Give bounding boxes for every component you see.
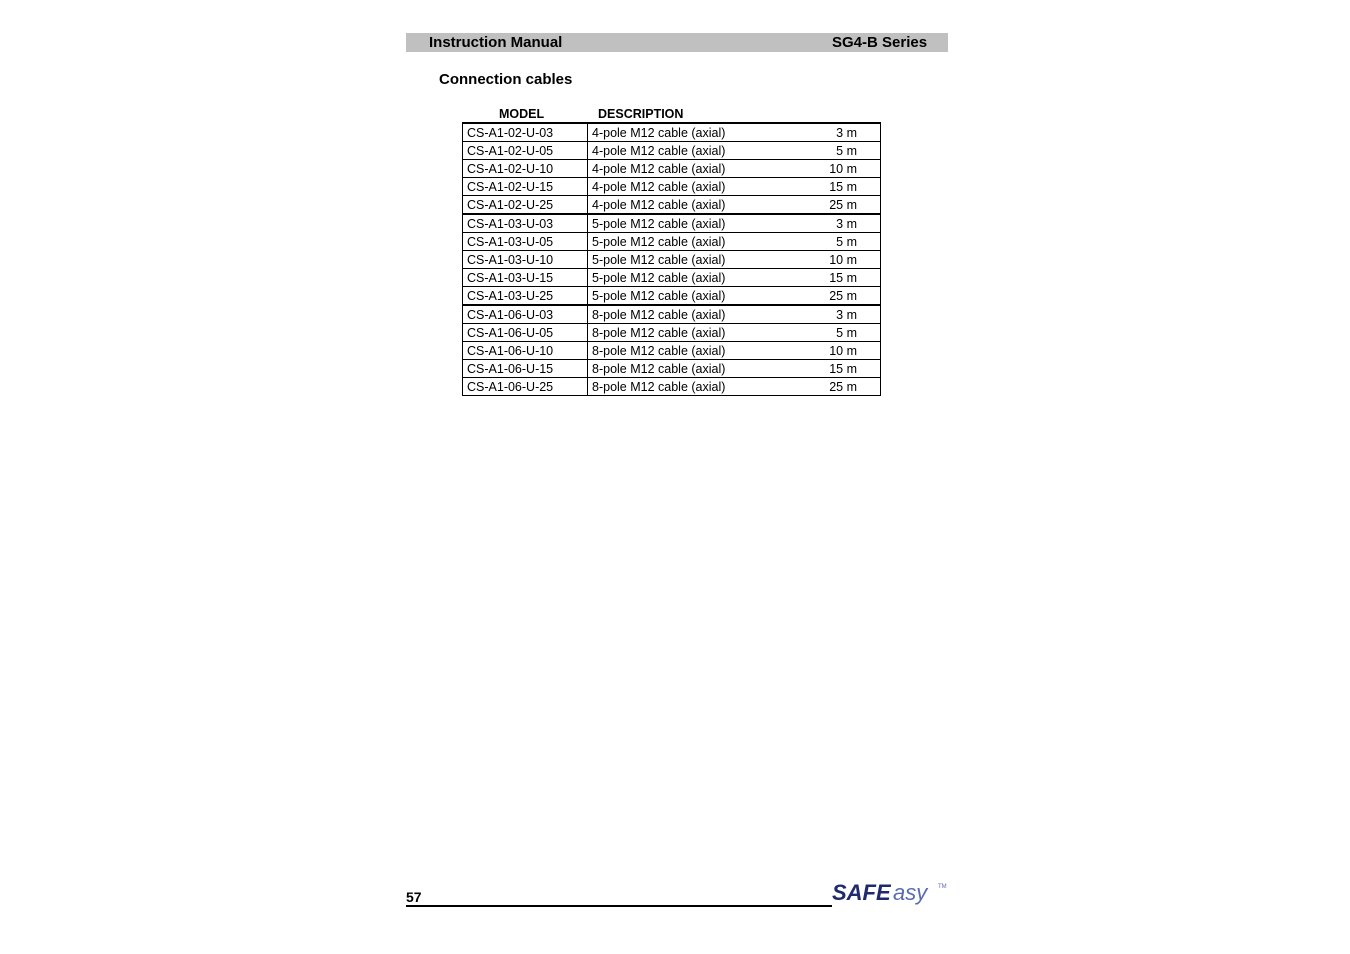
- description-cell: [588, 324, 881, 342]
- model-cell: CS-A1-02-U-05: [463, 142, 588, 160]
- table-row: [463, 160, 881, 178]
- description-cell: [588, 305, 881, 324]
- description-text: 5-pole M12 cable (axial): [592, 270, 726, 285]
- description-text: 4-pole M12 cable (axial): [592, 125, 726, 140]
- description-text: 5-pole M12 cable (axial): [592, 288, 726, 303]
- length-text: 5 m: [836, 143, 857, 158]
- page-number: 57: [406, 889, 422, 905]
- length-text: 15 m: [829, 179, 857, 194]
- length-text: 5 m: [836, 325, 857, 340]
- footer-rule: [406, 905, 832, 907]
- table-row: [463, 360, 881, 378]
- column-header-description: DESCRIPTION: [598, 107, 684, 121]
- model-cell: CS-A1-02-U-25: [463, 196, 588, 215]
- description-cell: [588, 142, 881, 160]
- description-cell: [588, 214, 881, 233]
- table-row: [463, 196, 881, 215]
- description-cell: [588, 196, 881, 215]
- model-cell: CS-A1-03-U-25: [463, 287, 588, 306]
- table-row: [463, 378, 881, 396]
- section-title: Connection cables: [439, 71, 573, 88]
- logo-tm-text: TM: [938, 884, 947, 890]
- table-row: [463, 142, 881, 160]
- description-cell: [588, 342, 881, 360]
- cables-table: [462, 122, 881, 396]
- length-text: 25 m: [829, 379, 857, 394]
- length-text: 10 m: [829, 161, 857, 176]
- length-text: 3 m: [836, 307, 857, 322]
- description-cell: [588, 269, 881, 287]
- header-series: SG4-B Series: [832, 34, 928, 51]
- model-cell: CS-A1-06-U-15: [463, 360, 588, 378]
- description-text: 4-pole M12 cable (axial): [592, 179, 726, 194]
- length-text: 10 m: [829, 343, 857, 358]
- table-row: [463, 324, 881, 342]
- description-text: 8-pole M12 cable (axial): [592, 343, 726, 358]
- column-header-model: MODEL: [499, 107, 545, 121]
- header-title: Instruction Manual: [429, 34, 563, 51]
- model-cell: CS-A1-06-U-05: [463, 324, 588, 342]
- description-text: 8-pole M12 cable (axial): [592, 361, 726, 376]
- description-text: 4-pole M12 cable (axial): [592, 161, 726, 176]
- model-cell: CS-A1-03-U-05: [463, 233, 588, 251]
- safeasy-logo: [832, 878, 950, 908]
- description-text: 4-pole M12 cable (axial): [592, 143, 726, 158]
- table-row: [463, 342, 881, 360]
- table-row: [463, 251, 881, 269]
- length-text: 5 m: [836, 234, 857, 249]
- length-text: 25 m: [829, 197, 857, 212]
- description-text: 4-pole M12 cable (axial): [592, 197, 726, 212]
- description-text: 5-pole M12 cable (axial): [592, 216, 726, 231]
- description-text: 8-pole M12 cable (axial): [592, 307, 726, 322]
- description-cell: [588, 178, 881, 196]
- description-text: 5-pole M12 cable (axial): [592, 234, 726, 249]
- description-text: 8-pole M12 cable (axial): [592, 379, 726, 394]
- length-text: 3 m: [836, 125, 857, 140]
- model-cell: CS-A1-06-U-10: [463, 342, 588, 360]
- description-cell: [588, 378, 881, 396]
- table-row: [463, 287, 881, 306]
- table-row: [463, 178, 881, 196]
- description-text: 8-pole M12 cable (axial): [592, 325, 726, 340]
- description-cell: [588, 123, 881, 142]
- logo-asy-text: asy: [893, 880, 928, 905]
- model-cell: CS-A1-02-U-10: [463, 160, 588, 178]
- length-text: 3 m: [836, 216, 857, 231]
- model-cell: CS-A1-03-U-15: [463, 269, 588, 287]
- table-row: [463, 214, 881, 233]
- description-cell: [588, 251, 881, 269]
- table-row: [463, 305, 881, 324]
- description-cell: [588, 160, 881, 178]
- length-text: 15 m: [829, 270, 857, 285]
- table-row: [463, 123, 881, 142]
- description-text: 5-pole M12 cable (axial): [592, 252, 726, 267]
- model-cell: CS-A1-03-U-03: [463, 214, 588, 233]
- description-cell: [588, 360, 881, 378]
- description-cell: [588, 287, 881, 306]
- length-text: 10 m: [829, 252, 857, 267]
- model-cell: CS-A1-06-U-25: [463, 378, 588, 396]
- logo-safe-text: SAFE: [832, 880, 891, 905]
- table-row: [463, 269, 881, 287]
- length-text: 15 m: [829, 361, 857, 376]
- length-text: 25 m: [829, 288, 857, 303]
- model-cell: CS-A1-02-U-15: [463, 178, 588, 196]
- model-cell: CS-A1-06-U-03: [463, 305, 588, 324]
- description-cell: [588, 233, 881, 251]
- model-cell: CS-A1-03-U-10: [463, 251, 588, 269]
- model-cell: CS-A1-02-U-03: [463, 123, 588, 142]
- table-row: [463, 233, 881, 251]
